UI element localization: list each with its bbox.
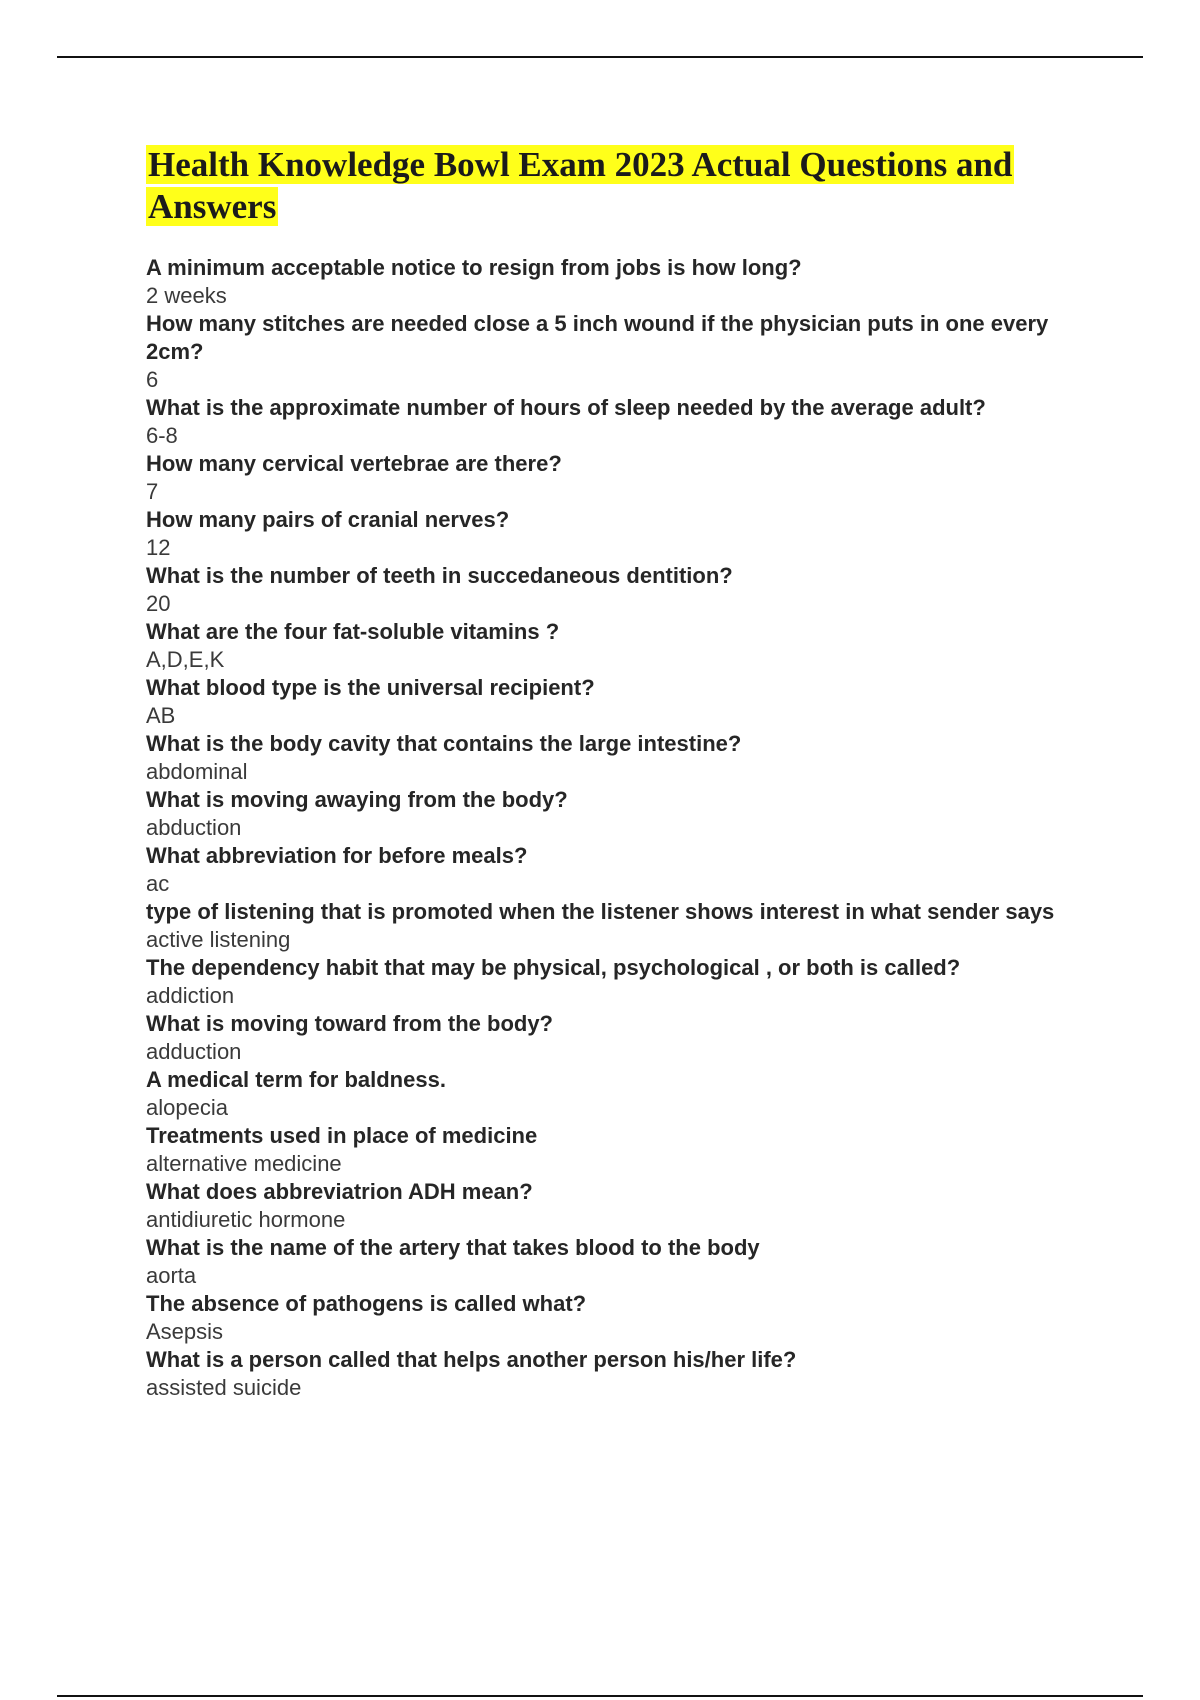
answer: Asepsis	[146, 1319, 224, 1344]
answer: adduction	[146, 1039, 242, 1064]
qa-item	[146, 730, 1106, 786]
qa-item	[146, 1066, 1106, 1122]
question: What does abbreviatrion ADH mean?	[146, 1179, 533, 1204]
qa-item	[146, 254, 1106, 310]
answer: alopecia	[146, 1095, 228, 1120]
qa-item	[146, 394, 1106, 450]
qa-item	[146, 674, 1106, 730]
question: A medical term for baldness.	[146, 1067, 446, 1092]
answer: A,D,E,K	[146, 647, 225, 672]
question: What is moving toward from the body?	[146, 1011, 553, 1036]
answer: AB	[146, 703, 176, 728]
qa-item	[146, 1010, 1106, 1066]
qa-item	[146, 562, 1106, 618]
answer: addiction	[146, 983, 235, 1008]
answer: active listening	[146, 927, 291, 952]
answer: 7	[146, 479, 159, 504]
answer: abduction	[146, 815, 242, 840]
question: What is the name of the artery that takes blood to the body	[146, 1235, 760, 1260]
answer: alternative medicine	[146, 1151, 342, 1176]
question: How many cervical vertebrae are there?	[146, 451, 562, 476]
answer: 12	[146, 535, 171, 560]
document-body	[146, 144, 1106, 1402]
document-title	[146, 144, 1106, 228]
question: What blood type is the universal recipient?	[146, 675, 595, 700]
qa-item	[146, 618, 1106, 674]
qa-item	[146, 786, 1106, 842]
question: What is the body cavity that contains the large intestine?	[146, 731, 742, 756]
answer: ac	[146, 871, 170, 896]
qa-item	[146, 1290, 1106, 1346]
qa-item	[146, 450, 1106, 506]
question: What is a person called that helps another person his/her life?	[146, 1347, 797, 1372]
qa-item	[146, 310, 1106, 394]
answer: 6-8	[146, 423, 178, 448]
qa-item	[146, 954, 1106, 1010]
answer: antidiuretic hormone	[146, 1207, 346, 1232]
question: Treatments used in place of medicine	[146, 1123, 538, 1148]
qa-item	[146, 1234, 1106, 1290]
answer: aorta	[146, 1263, 197, 1288]
question: What is the approximate number of hours of sleep needed by the average adult?	[146, 395, 986, 420]
answer: assisted suicide	[146, 1375, 302, 1400]
qa-item	[146, 898, 1106, 954]
answer: abdominal	[146, 759, 248, 784]
qa-item	[146, 1346, 1106, 1402]
question: A minimum acceptable notice to resign from jobs is how long?	[146, 255, 802, 280]
question: What are the four fat-soluble vitamins ?	[146, 619, 560, 644]
qa-item	[146, 1178, 1106, 1234]
answer: 20	[146, 591, 171, 616]
qa-list	[146, 254, 1106, 1402]
footer-rule	[57, 1695, 1143, 1697]
question: What is the number of teeth in succedaneous dentition?	[146, 563, 733, 588]
qa-item	[146, 506, 1106, 562]
answer: 6	[146, 367, 159, 392]
qa-item	[146, 842, 1106, 898]
question: type of listening that is promoted when the listener shows interest in what sender says	[146, 899, 1055, 924]
question: What abbreviation for before meals?	[146, 843, 528, 868]
header-rule	[57, 56, 1143, 58]
question: How many stitches are needed close a 5 inch wound if the physician puts in one every 2cm?	[146, 311, 1049, 364]
question: How many pairs of cranial nerves?	[146, 507, 510, 532]
question: The absence of pathogens is called what?	[146, 1291, 587, 1316]
qa-item	[146, 1122, 1106, 1178]
answer: 2 weeks	[146, 283, 227, 308]
document-title-text: Health Knowledge Bowl Exam 2023 Actual Questions and Answers	[148, 145, 1013, 226]
question: The dependency habit that may be physical, psychological , or both is called?	[146, 955, 961, 980]
question: What is moving awaying from the body?	[146, 787, 568, 812]
